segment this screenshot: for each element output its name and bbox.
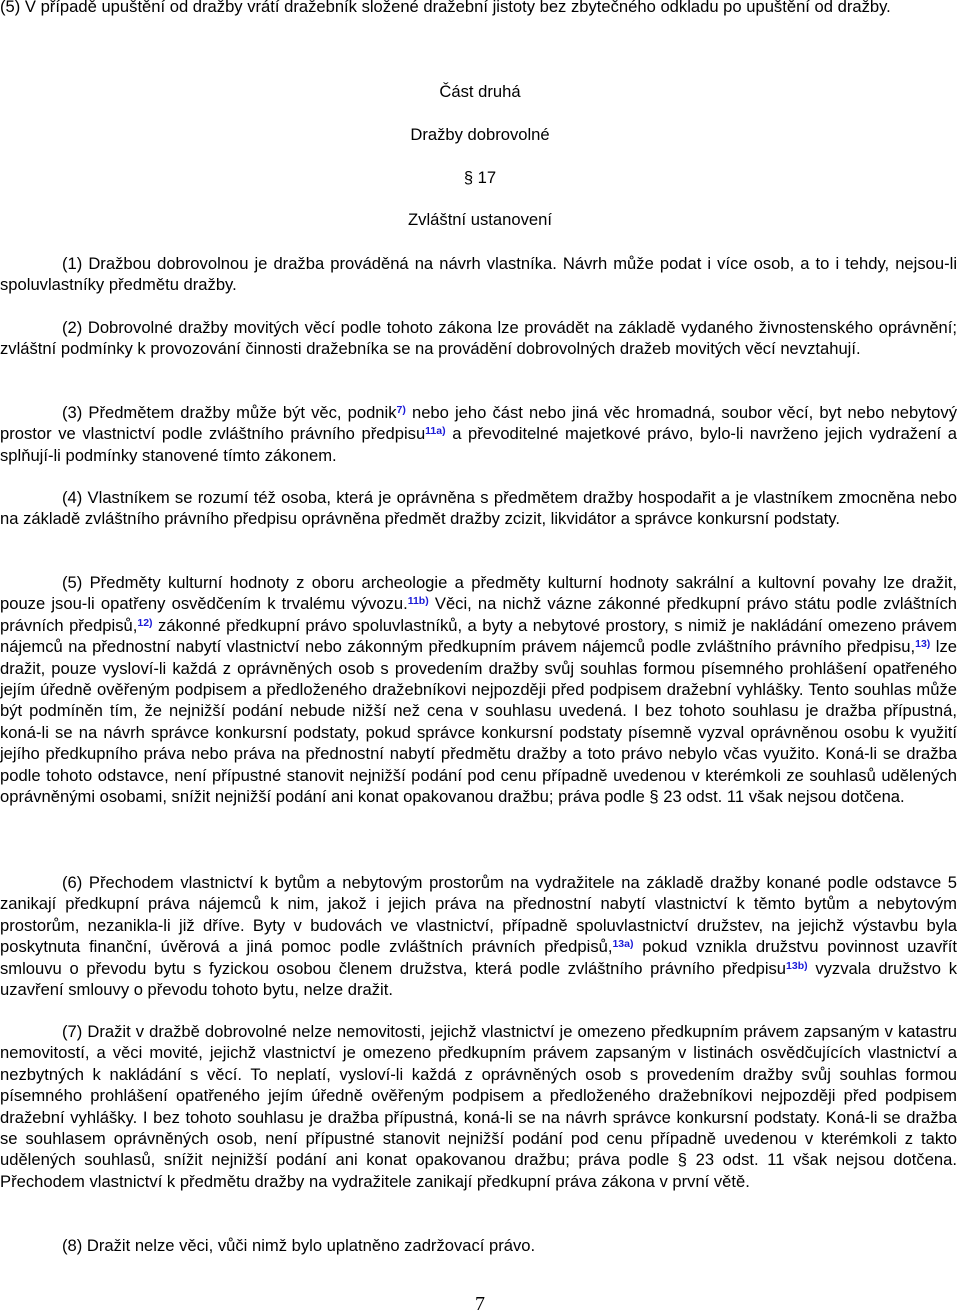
footnote-ref[interactable]: 13a) <box>612 938 634 951</box>
paragraph-text: zákonné předkupní právo spoluvlastníků, a byty a nebytové prostory, s nimiž je nakládání omezeno právem nájemců na přednostní nabytí vlastnictví nebo zákonným předkupním právem nájemců podle zvláštního právního předpisu, <box>0 615 957 657</box>
paragraph-3 <box>0 402 957 466</box>
footnote-ref[interactable]: 12) <box>137 616 153 629</box>
paragraph-text: nebo jeho část nebo jiná věc hromadná, soubor věcí, byt nebo nebytový prostor ve vlastnictví podle zvláštního právního předpisu <box>0 403 957 444</box>
paragraph-text: (4) Vlastníkem se rozumí též osoba, která je oprávněna s předmětem dražby hospodařit a je vlastníkem zmocněna nebo na základě zvláštního právního předpisu oprávněna předmět dražby zcizit, likvidátor a správce konkursní podstaty. <box>0 488 957 529</box>
section-title: Zvláštní ustanovení <box>408 210 552 229</box>
paragraph-text: lze dražit, pouze vysloví-li každá z oprávněných osob s provedením dražby svůj souhlas formou písemného prohlášení opatřeného jejím úředně ověřeným podpisem a předloženého dražebníkovi nejpozději před podpisem dražební vyhlášky. Tento souhlas může být podmíněn tím, že nejnižší podání nebude nižší než cena v souhlasu uvedená. I bez tohoto souhlasu je dražba přípustná, koná-li se na návrh správce konkursní podstaty, pokud správce konkursní podstaty písemně vyzval oprávněnou osobu k využití jejího předkupního práva nebo práva na přednostní nabytí předmětu dražby a toto právo nebylo včas využito. Koná-li se dražba podle tohoto odstavce, není přípustné stanovit nejnižší podání pod cenu případně uvedenou v kterémkoli ze souhlasů udělených oprávněnými osobami, snížit nejnižší podání ani konat opakovanou dražbu; práva podle § 23 odst. 11 však nejsou dotčena. <box>0 637 957 807</box>
paragraph-text: vyzvala družstvo k uzavření smlouvy o převodu tohoto bytu, nelze dražit. <box>0 958 958 1000</box>
paragraph-text: (2) Dobrovolné dražby movitých věcí podle tohoto zákona lze provádět na základě vydaného živnostenského oprávnění; zvláštní podmínky k provozování činnosti dražebníka se na provádění dobrovolných dražeb movitých věcí nevztahují. <box>0 318 957 359</box>
paragraph-6 <box>0 872 957 1000</box>
paragraph-5 <box>0 572 957 807</box>
footnote-ref[interactable]: 7) <box>396 404 406 416</box>
page-number: 7 <box>475 1293 485 1315</box>
paragraph-text: (5) V případě upuštění od dražby vrátí dražebník složené dražební jistoty bez zbytečného odkladu po upuštění od dražby. <box>0 0 891 16</box>
footnote-ref[interactable]: 13b) <box>786 959 808 972</box>
paragraph-text: a převoditelné majetkové právo, bylo-li navrženo jejich vydražení a splňují-li podmínky stanovené tímto zákonem. <box>0 424 957 465</box>
paragraph-text: (1) Dražbou dobrovolnou je dražba prováděná na návrh vlastníka. Návrh může podat i více osob, a to i tehdy, nejsou-li spoluvlastníky předmětu dražby. <box>0 254 957 295</box>
paragraph-text: (3) Předmětem dražby může být věc, podnik <box>62 403 397 422</box>
paragraph-2 <box>0 317 957 360</box>
paragraph-text: (8) Dražit nelze věci, vůči nimž bylo uplatněno zadržovací právo. <box>62 1236 536 1255</box>
paragraph-text: pokud vznikla družstvu povinnost uzavřít smlouvu o převodu bytu s fyzickou osobou členem družstva, která podle zvláštního právního předpisu <box>0 937 957 978</box>
part-subtitle: Dražby dobrovolné <box>410 125 550 144</box>
paragraph-text: (5) Předměty kulturní hodnoty z oboru archeologie a předměty kulturní hodnoty sakrální a kultovní povahy lze dražit, pouze jsou-li opatřeny osvědčením k trvalému vývozu. <box>0 573 957 614</box>
paragraph-8 <box>0 1235 957 1256</box>
paragraph-text: (7) Dražit v dražbě dobrovolné nelze nemovitosti, jejichž vlastnictví je omezeno předkupním právem zapsaným v katastru nemovitostí, a věci movité, jejichž vlastnictví je omezeno předkupním právem zapsaným v listinách osvědčujících vlastnictví a nezbytných k nakládání s věcí. To neplatí, vysloví-li každá z oprávněných osob s provedením dražby svůj souhlas formou písemného prohlášení opatřeného jejím úředně ověřeným podpisem a předloženého dražebníkovi nejpozději před podpisem dražební vyhlášky. I bez tohoto souhlasu je dražba přípustná, koná-li se na návrh správce konkursní podstaty. Koná-li se dražba se souhlasem oprávněných osob, není přípustné stanovit nejnižší podání pod cenu případně uvedenou v kterémkoli z takto udělených souhlasů, snížit nejnižší podání ani konat opakovanou dražbu; práva podle § 23 odst. 11 však nejsou dotčena. Přechodem vlastnictví k předmětu dražby na vydražitele zanikají předkupní práva zákona v první větě. <box>0 1022 957 1191</box>
paragraph-7 <box>0 1021 957 1192</box>
footnote-ref[interactable]: 11b) <box>407 595 429 608</box>
part-title: Část druhá <box>439 82 521 101</box>
section-number: § 17 <box>463 168 497 187</box>
footnote-ref[interactable]: 13) <box>915 638 931 651</box>
paragraph-text: (6) Přechodem vlastnictví k bytům a nebytovým prostorům na vydražitele na základě dražby konané podle odstavce 5 zanikají předkupní práva nájemců k nim, jakož i jejich práva na přednostní nabytí vlastnictví k těmto bytům a nebytovým prostorům, nezanikla-li již dříve. Byty v budovách ve vlastnictví, případně spoluvlastnictví družstev, na jejichž výstavbu byla poskytnuta finanční, úvěrová a jiná pomoc podle zvláštních právních předpisů, <box>0 873 957 957</box>
paragraph-4 <box>0 487 957 530</box>
paragraph-text: Věci, na nichž vázne zákonné předkupní právo státu podle zvláštních právních předpisů, <box>0 594 958 635</box>
footnote-ref[interactable]: 11a) <box>425 425 446 438</box>
paragraph-previous-5 <box>0 0 957 17</box>
paragraph-1 <box>0 253 957 296</box>
